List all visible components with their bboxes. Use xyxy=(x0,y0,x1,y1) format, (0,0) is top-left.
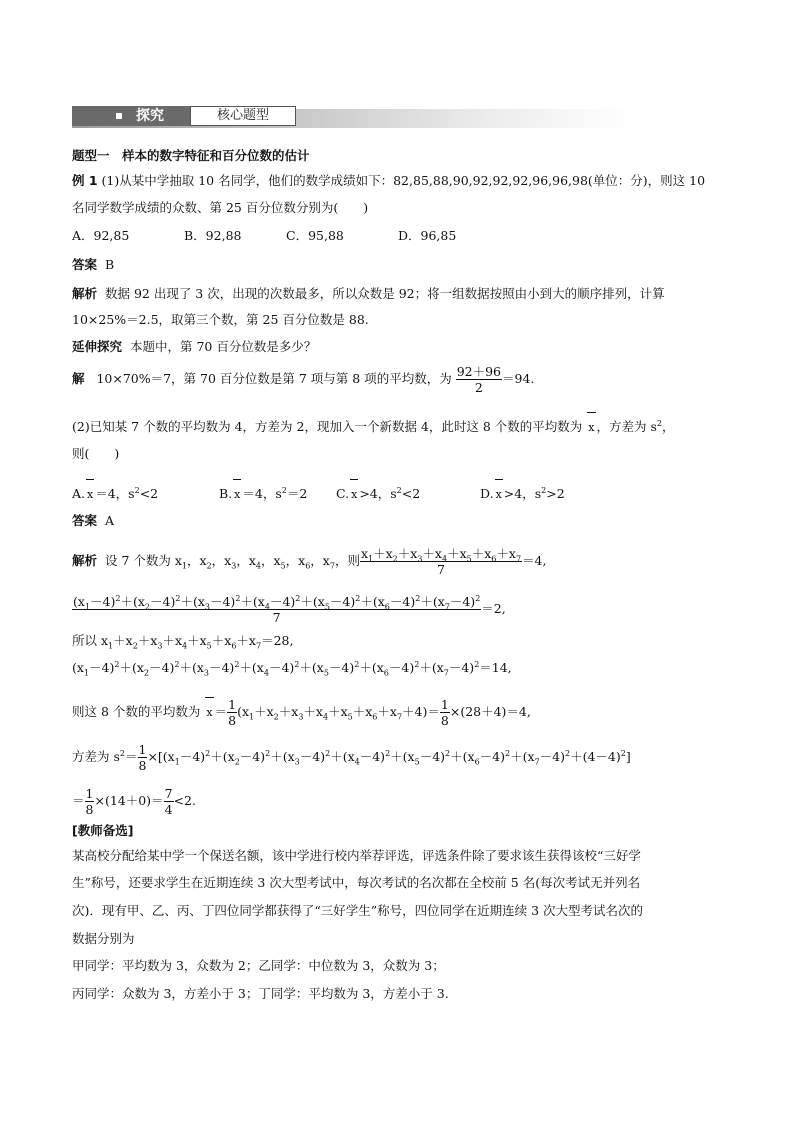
teacher-line6: 丙同学：众数为 3，方差小于 3；丁同学：平均数为 3，方差小于 3. xyxy=(72,986,449,1001)
option2-c: C. x >4，$s^2<2$ xyxy=(336,485,420,504)
option-a: A．92,85 xyxy=(72,228,130,243)
banner-section-label: 探究 xyxy=(72,106,190,126)
teacher-line1: 某高校分配给某中学一个保送名额，该中学进行校内举荐评选，评选条件除了要求该生获得该校“三好学 xyxy=(72,848,641,863)
analysis1-line1 xyxy=(72,285,665,303)
analysis2-intro: 设 7 个数为 x xyxy=(104,553,182,568)
option2-b: B. x ＝4，$s^2=2$ xyxy=(219,485,307,504)
teacher-note-label: [教师备选] xyxy=(72,823,134,838)
question2-line2: 则( ) xyxy=(72,446,120,461)
question1-line2: 名同学数学成绩的众数、第 25 百分位数分别为( ) xyxy=(72,200,369,215)
extension-label: 延伸探究 xyxy=(72,339,123,354)
option2-a: A. x ＝4，$s^2<2$ xyxy=(72,485,158,504)
variance7-fraction: $\frac{(x_1-4)^2+(x_2-4)^2+(x_3-4)^2+(x_4-4)^2+(x_5-4)^2+(x_6-4)^2+(x_7-4)^2}{7}$ xyxy=(73,593,481,625)
analysis-label: 解析 xyxy=(72,286,98,301)
question1-text: (1)从某中学抽取 10 名同学，他们的数学成绩如下：82,85,88,90,92,92,92,96,96,98(单位：分)，则这 10 xyxy=(101,173,706,188)
analysis2-line1: 解析 设 7 个数为 $x_1$，$x_2$，$x_3$，$x_4$，$x_5$，$x_6$，$x_7$，则 $\frac{x_1+x_2+x_3+x_4+x_5+x_6+x_7}{7}$ ＝4, xyxy=(72,546,547,577)
variance8-line: 方差为 $s^2=$ $\frac{1}{8}$ $\times[(x_1-4)^2+(x_2-4)^2+(x_3-4)^2+(x_4-4)^2+(x_5-4)^2+(x_6-4)^2+(x_7-4)^2+(4-4)^2]$ xyxy=(72,742,631,773)
solution-fraction: $\frac{92+96}{2}$ xyxy=(456,364,502,395)
question2-text: (2)已知某 7 个数的平均数为 4，方差为 2，现加入一个新数据 4，此时这 8 个数的平均数为 xyxy=(72,419,583,434)
sum-line: 所以 $x_1+x_2+x_3+x_4+x_5+x_6+x_7=28$, xyxy=(72,633,294,651)
answer1-value: B xyxy=(104,257,115,272)
answer1-line xyxy=(72,256,114,274)
squares-sum-line: $(x_1-4)^2+(x_2-4)^2+(x_3-4)^2+(x_4-4)^2+(x_5-4)^2+(x_6-4)^2+(x_7-4)^2=14$, xyxy=(72,659,512,678)
analysis1-text: 数据 92 出现了 3 次，出现的次数最多，所以众数是 92；将一组数据按照由小到大的顺序排列，计算 xyxy=(104,286,665,301)
final-result-line: ＝ $\frac{1}{8}$ ×(14＋0)＝ $\frac{7}{4}$ <2. xyxy=(72,786,196,817)
question2-line1: (2)已知某 7 个数的平均数为 4，方差为 2，现加入一个新数据 4，此时这 8 个数的平均数为 x ，方差为 $s^2$， xyxy=(72,418,675,437)
question1-line1 xyxy=(72,172,705,190)
solution-result: ＝94. xyxy=(502,371,535,386)
teacher-line3: 次)．现有甲、乙、丙、丁四位同学都获得了“三好学生”称号，四位同学在近期连续 3 次大型考试名次的 xyxy=(72,903,644,918)
option-d: D．96,85 xyxy=(398,228,457,243)
square-bullet-icon xyxy=(116,113,122,119)
teacher-line5: 甲同学：平均数为 3，众数为 2；乙同学：中位数为 3，众数为 3； xyxy=(72,958,445,973)
section-banner xyxy=(72,106,634,128)
solution-text: 10×70%＝7，第 70 百分位数是第 7 项与第 8 项的平均数，为 xyxy=(96,371,452,386)
solution-line xyxy=(72,364,534,395)
mean7-fraction: $\frac{x_1+x_2+x_3+x_4+x_5+x_6+x_7}{7}$ xyxy=(360,546,522,577)
option-c: C．95,88 xyxy=(286,228,344,243)
teacher-line4: 数据分别为 xyxy=(72,931,135,946)
extension-line xyxy=(72,338,316,356)
example-label: 例 1 xyxy=(72,173,98,188)
banner-subtitle: 核心题型 xyxy=(190,106,296,126)
variance7-line: $\frac{(x_1-4)^2+(x_2-4)^2+(x_3-4)^2+(x_4-4)^2+(x_5-4)^2+(x_6-4)^2+(x_7-4)^2}{7}$ ＝2, xyxy=(73,593,506,625)
answer2-line: 答案 A xyxy=(72,513,114,528)
extension-question: 本题中，第 70 百分位数是多少？ xyxy=(129,339,317,354)
answer-label: 答案 xyxy=(72,257,98,272)
option-b: B．92,88 xyxy=(184,228,242,243)
mean-x-bar: x xyxy=(586,419,596,437)
teacher-line2: 生”称号，还要求学生在近期连续 3 次大型考试中，每次考试的名次都在全校前 5 名(每次考试无并列名 xyxy=(72,875,641,890)
solution-label: 解 xyxy=(72,371,85,386)
question2-variance-text: ，方差为 s xyxy=(596,419,657,434)
analysis1-line2: 10×25%＝2.5，取第三个数，第 25 百分位数是 88. xyxy=(72,312,369,327)
section-heading: 题型一 样本的数字特征和百分位数的估计 xyxy=(72,148,310,163)
mean8-line: 则这 8 个数的平均数为 x ＝ $\frac{1}{8}$ $(x_1+x_2+x_3+x_4+x_5+x_6+x_7+4)=$ $\frac{1}{8}$ ×(28＋4)＝4, xyxy=(72,697,531,728)
option2-d: D. x >4，$s^2>2$ xyxy=(480,485,565,504)
answer2-value: A xyxy=(104,513,114,528)
